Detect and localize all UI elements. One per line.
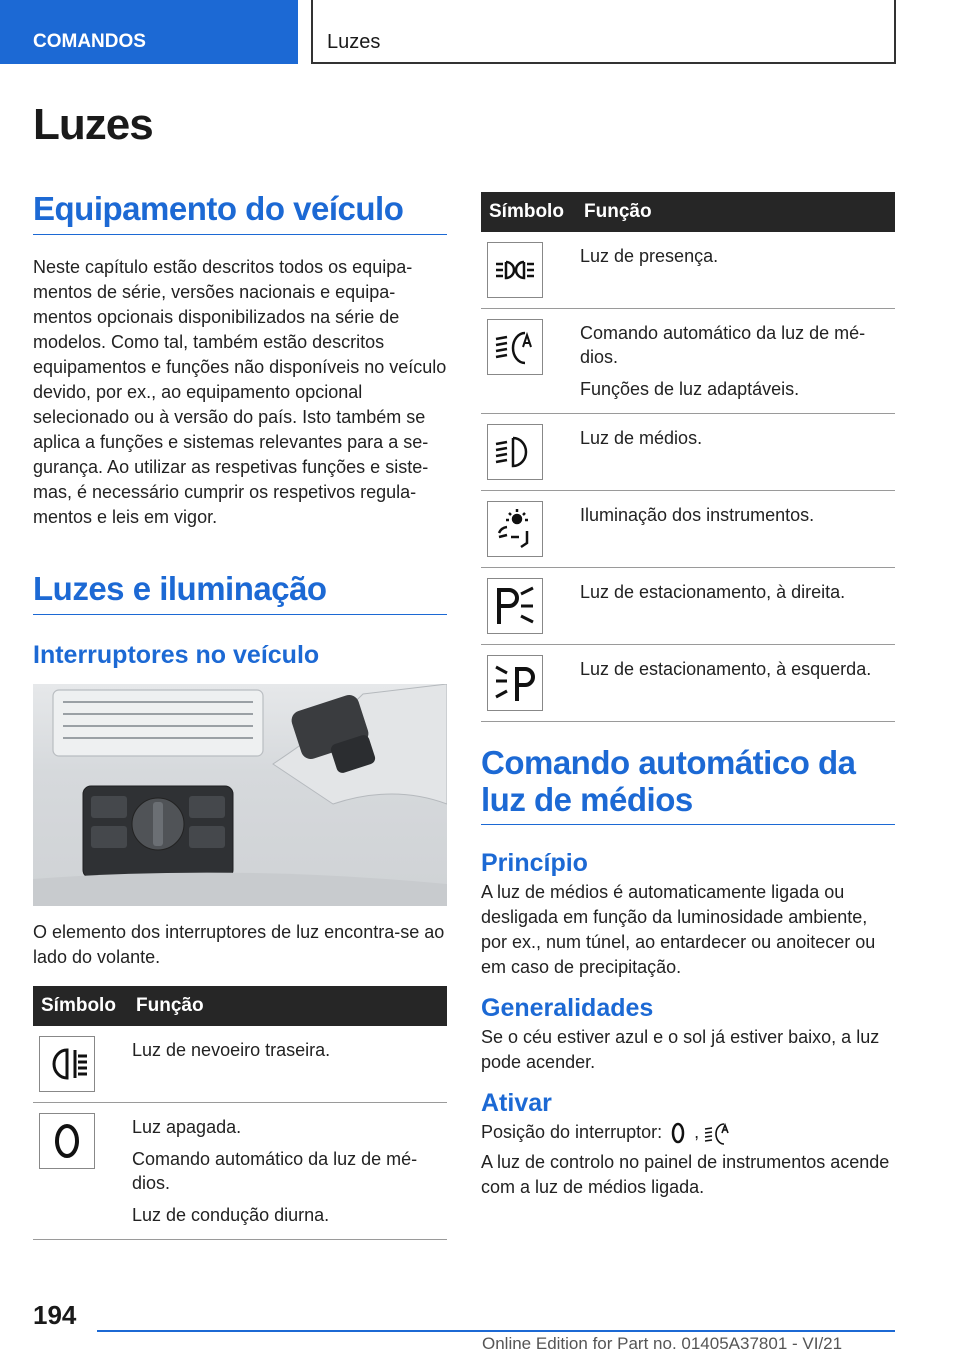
section-tab: COMANDOS	[0, 0, 298, 64]
side-lights-icon	[487, 242, 543, 298]
lights-heading: Luzes e iluminação	[33, 570, 447, 615]
row-text: Luz de nevoeiro traseira.	[132, 1040, 331, 1060]
symbol-col-header: Símbolo	[481, 192, 576, 232]
equipment-section	[33, 190, 447, 530]
table-row	[481, 232, 895, 309]
row-text: Luz de médios.	[580, 428, 703, 448]
low-beam-icon	[487, 424, 543, 480]
row-text: Comando automático da luz de médios.	[132, 1149, 418, 1193]
auto-headlight-icon	[704, 1120, 730, 1146]
row-text: Luz de estacionamento, à direita.	[580, 582, 846, 602]
table-row	[481, 491, 895, 568]
table-row	[481, 309, 895, 414]
auto-lowbeam-heading: Comando automático da luz de médios	[481, 744, 895, 825]
principle-heading: Princípio	[481, 849, 588, 877]
row-text: Luz de estacionamento, à esquerda.	[580, 659, 872, 679]
right-symbol-table	[481, 192, 895, 722]
lights-section	[33, 570, 447, 670]
activate-separator: ,	[694, 1122, 700, 1142]
parking-light-left-icon	[487, 655, 543, 711]
activate-heading: Ativar	[481, 1089, 552, 1117]
page-number: 194	[33, 1300, 77, 1330]
table-row	[33, 1103, 447, 1240]
symbol-col-header: Símbolo	[33, 986, 128, 1026]
light-switch-photo	[33, 684, 447, 906]
table-row	[481, 568, 895, 645]
activate-position	[481, 1120, 895, 1146]
general-heading: Generalidades	[481, 994, 654, 1022]
row-text: Luz apagada.	[132, 1117, 242, 1137]
activate-position-label: Posição do interruptor:	[481, 1122, 663, 1142]
general-text: Se o céu estiver azul e o sol já estiver baixo, a luz pode acender.	[481, 1027, 880, 1072]
row-text: Iluminação dos instrumentos.	[580, 505, 815, 525]
equipment-heading: Equipamento do veículo	[33, 190, 447, 235]
row-text: Funções de luz adaptáveis.	[580, 379, 800, 399]
instrument-lighting-icon	[487, 501, 543, 557]
function-col-header: Função	[576, 192, 895, 232]
switches-caption: O elemento dos interruptores de luz encontra-se ao lado do volante.	[33, 922, 445, 967]
switches-heading: Interruptores no veículo	[33, 641, 320, 669]
lights-off-icon	[39, 1113, 95, 1169]
principle-text: A luz de médios é automaticamente ligada ou desligada em função da luminosidade ambiente, por ex., num túnel, ao entardecer ou anoitecer ou em caso de precipitação.	[481, 882, 876, 977]
parking-light-right-icon	[487, 578, 543, 634]
equipment-text: Neste capítulo estão descritos todos os equipamentos de série, versões nacionais e equipamentos opcionais disponibilizados na série de modelos. Como tal, também estão descritos equipamentos e funções não disponíveis no veículo devido, por ex., ao equipamento opcional selecionado ou à versão do país. Isto também se aplica a funções e sistemas relevantes para a segurança. Ao utilizar as respetivas funções e sistemas, é necessário cumprir os respetivos regulamentos e leis em vigor.	[33, 257, 447, 527]
rear-fog-light-icon	[39, 1036, 95, 1092]
left-symbol-table	[33, 986, 447, 1240]
row-text: Comando automático da luz de médios.	[580, 323, 866, 367]
table-row	[481, 645, 895, 722]
row-text: Luz de presença.	[580, 246, 719, 266]
auto-lowbeam-section	[481, 744, 895, 1200]
activate-text: A luz de controlo no painel de instrumentos acende com a luz de médios ligada.	[481, 1152, 890, 1198]
table-row	[481, 414, 895, 491]
lights-off-icon	[667, 1120, 689, 1146]
table-row	[33, 1026, 447, 1103]
chapter-title: Luzes	[311, 0, 896, 64]
edition-note: Online Edition for Part no. 01405A37801 - VI/21	[482, 1334, 843, 1353]
auto-headlight-icon	[487, 319, 543, 375]
row-text: Luz de condução diurna.	[132, 1205, 330, 1225]
page-title: Luzes	[33, 100, 153, 149]
footer-divider	[97, 1330, 895, 1332]
function-col-header: Função	[128, 986, 447, 1026]
